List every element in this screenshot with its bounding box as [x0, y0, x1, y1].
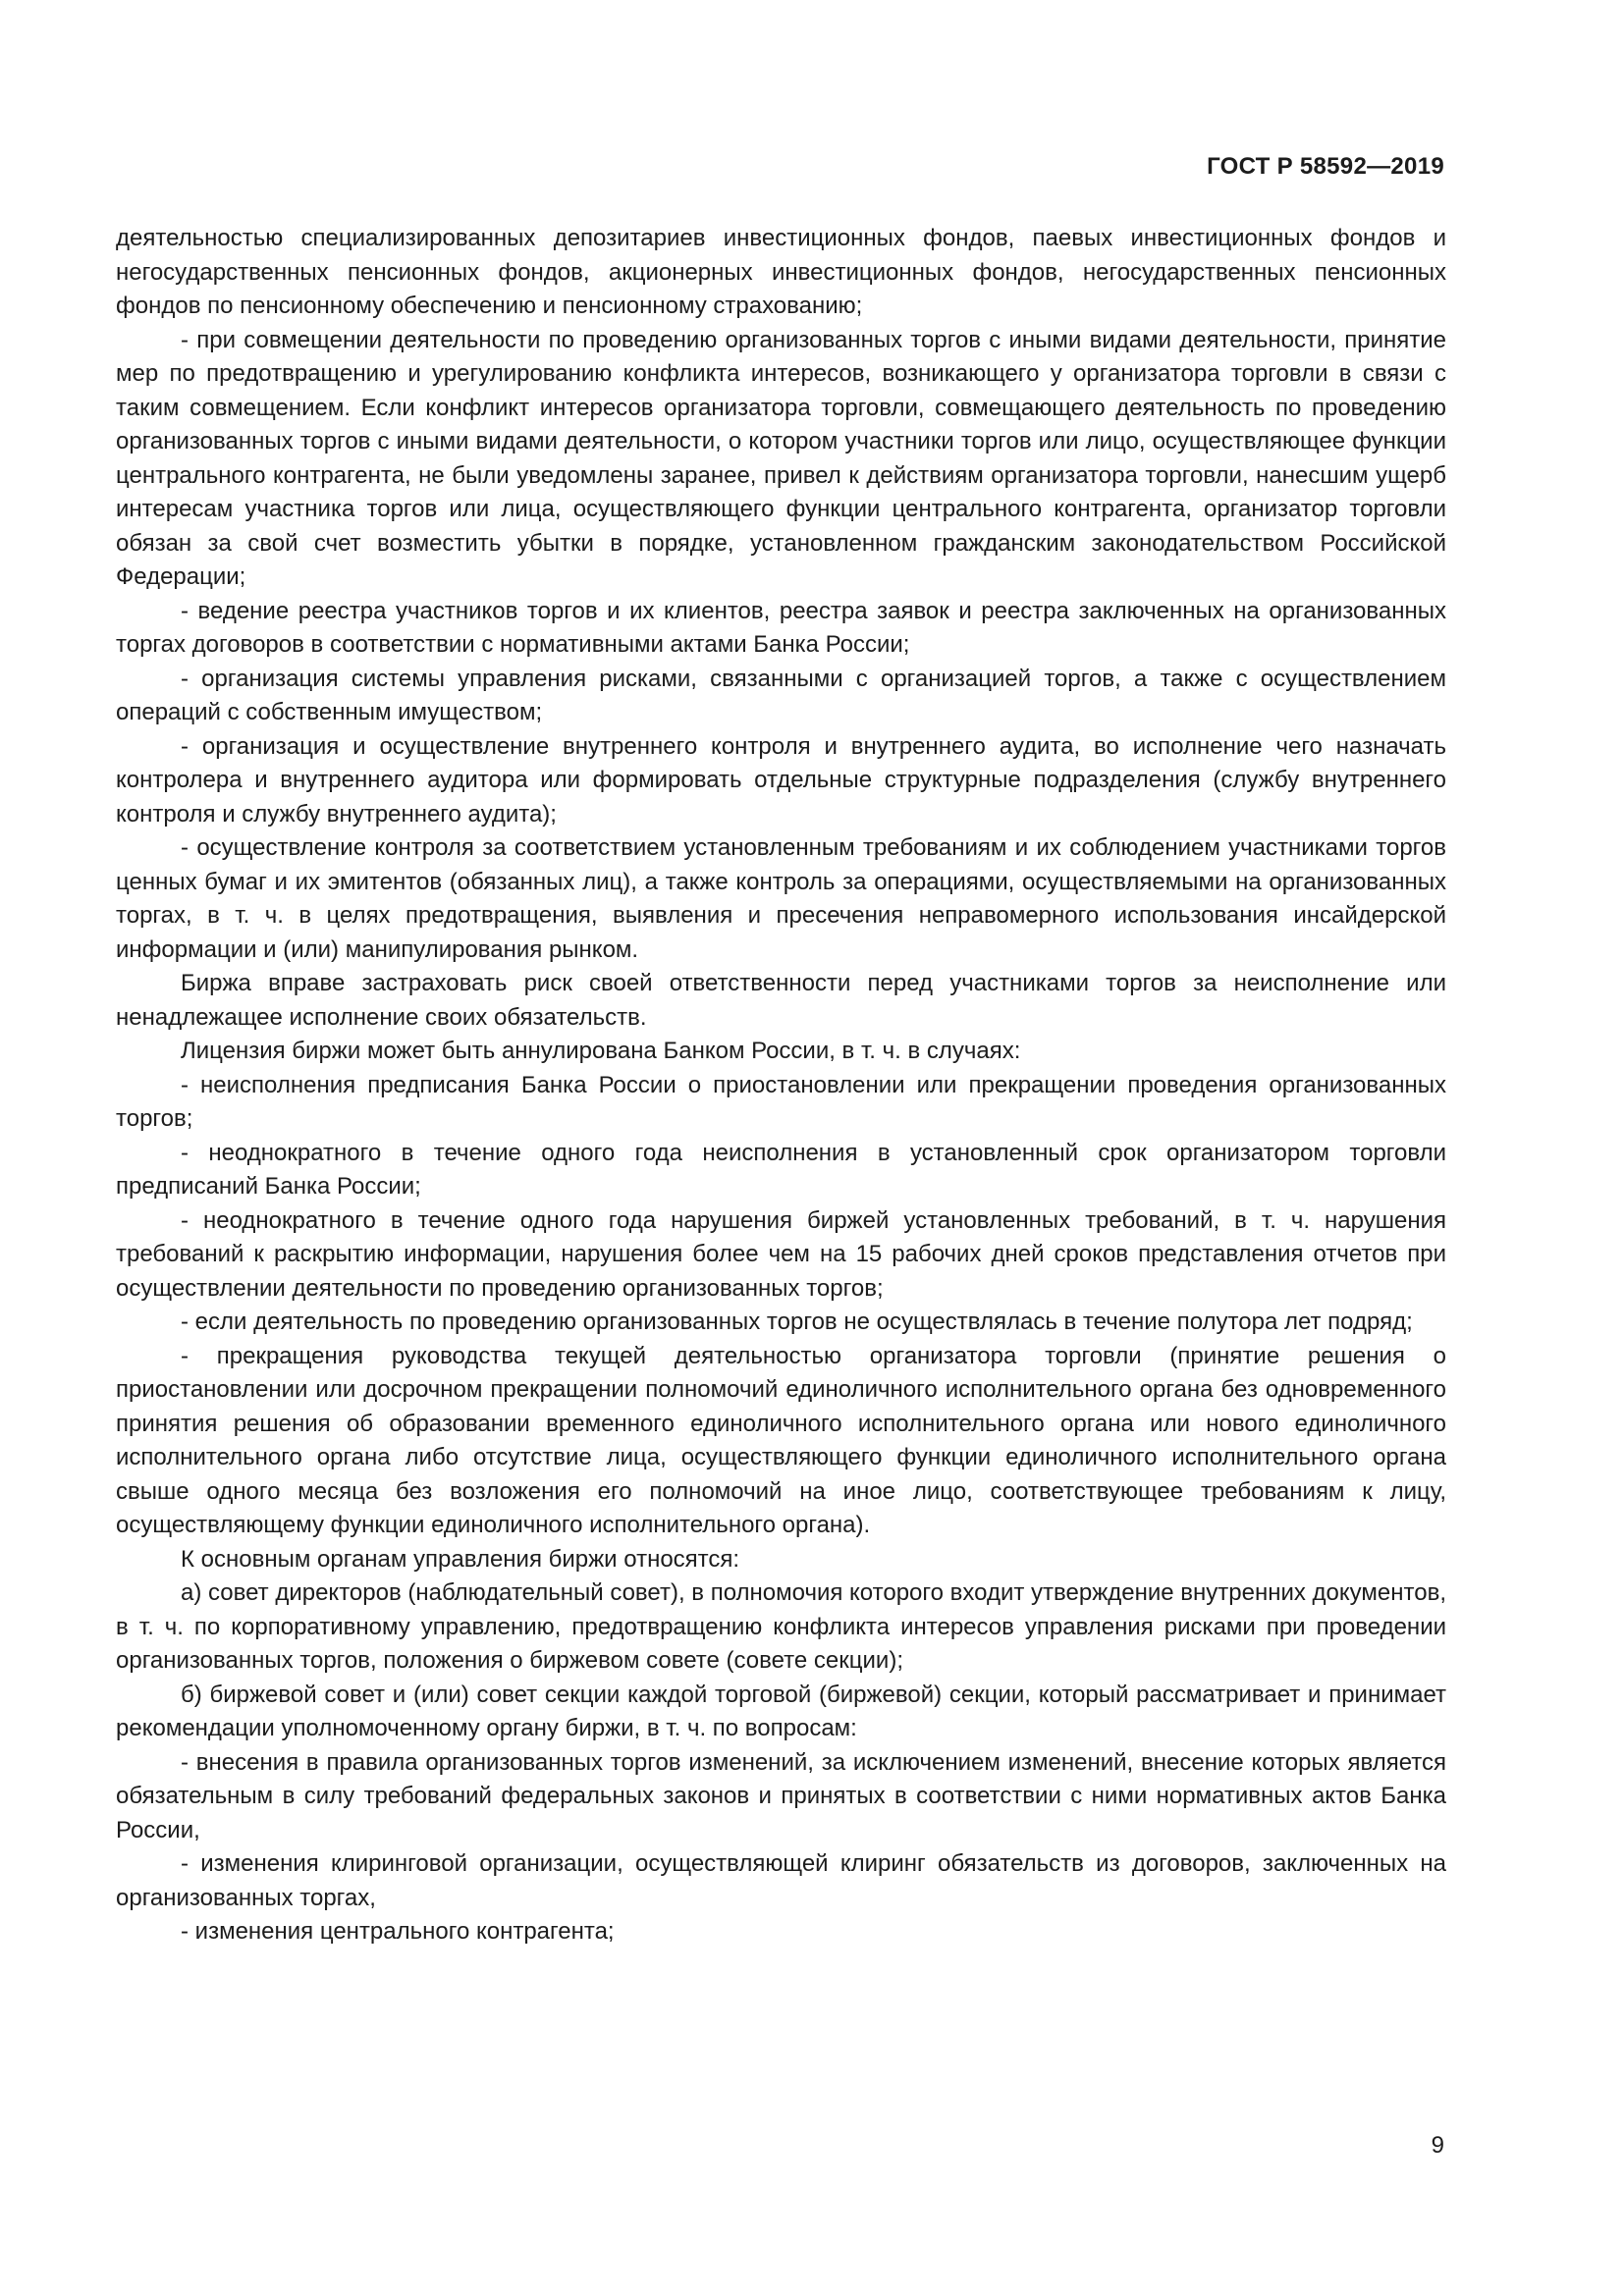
paragraph: а) совет директоров (наблюдательный совет), в полномочия которого входит утверждение внутренних документов, в т. ч. по корпоративному управлению, предотвращению конфликта интересов управления рисками при проведении организованных торгов, положения о биржевом совете (совете секции);: [116, 1579, 1446, 1674]
paragraph: - если деятельность по проведению организованных торгов не осуществлялась в течение полутора лет подряд;: [181, 1308, 1413, 1335]
paragraph: - неисполнения предписания Банка России о приостановлении или прекращении проведения организованных торгов;: [116, 1071, 1446, 1132]
paragraph: - неоднократного в течение одного года неисполнения в установленный срок организатором торговли предписаний Банка России;: [116, 1139, 1446, 1200]
paragraph: - неоднократного в течение одного года нарушения биржей установленных требований, в т. ч. нарушения требований к раскрытию информации, нарушения более чем на 15 рабочих дней сроков представления отчетов при осуществлении деятельности по проведению организованных торгов;: [116, 1206, 1446, 1302]
paragraph: - ведение реестра участников торгов и их клиентов, реестра заявок и реестра заключенных на организованных торгах договоров в соответствии с нормативными актами Банка России;: [116, 597, 1446, 658]
paragraph: Биржа вправе застраховать риск своей ответственности перед участниками торгов за неисполнение или ненадлежащее исполнение своих обязательств.: [116, 970, 1446, 1031]
paragraph: Лицензия биржи может быть аннулирована Банком России, в т. ч. в случаях:: [181, 1038, 1021, 1064]
paragraph: - осуществление контроля за соответствием установленным требованиям и их соблюдением участниками торгов ценных бумаг и их эмитентов (обязанных лиц), а также контроль за операциями, осуществляемыми на организованных торгах, в т. ч. в целях предотвращения, выявления и пресечения неправомерного использования инсайдерской информации и (или) манипулирования рынком.: [116, 834, 1446, 963]
paragraph: - прекращения руководства текущей деятельностью организатора торговли (принятие решения о приостановлении или досрочном прекращении полномочий единоличного исполнительного органа без одновременного принятия решения об образовании временного единоличного исполнительного органа или нового единоличного исполнительного органа либо отсутствие лица, осуществляющего функции единоличного исполнительного органа свыше одного месяца без возложения его полномочий на иное лицо, соответствующее требованиям к лицу, осуществляющему функции единоличного исполнительного органа).: [116, 1342, 1446, 1538]
paragraph: К основным органам управления биржи относятся:: [181, 1545, 740, 1573]
paragraph: - изменения центрального контрагента;: [181, 1918, 615, 1945]
standard-code: ГОСТ Р 58592—2019: [1207, 153, 1444, 180]
paragraph: - внесения в правила организованных торгов изменений, за исключением изменений, внесение которых является обязательным в силу требований федеральных законов и принятых в соответствии с ними нормативных актов Банка России,: [116, 1748, 1446, 1843]
paragraph: - при совмещении деятельности по проведению организованных торгов с иными видами деятельности, принятие мер по предотвращению и урегулированию конфликта интересов, возникающего у организатора торговли в связи с таким совмещением. Если конфликт интересов организатора торговли, совмещающего деятельность по проведению организованных торгов с иными видами деятельности, о котором участники торгов или лицо, осуществляющее функции центрального контрагента, не были уведомлены заранее, привел к действиям организатора торговли, нанесшим ущерб интересам участника торгов или лица, осуществляющего функции центрального контрагента, организатор торговли обязан за свой счет возместить убытки в порядке, установленном гражданским законодательством Российской Федерации;: [116, 326, 1446, 590]
page-number: 9: [1431, 2132, 1444, 2159]
paragraph: б) биржевой совет и (или) совет секции каждой торговой (биржевой) секции, который рассматривает и принимает рекомендации уполномоченному органу биржи, в т. ч. по вопросам:: [116, 1681, 1446, 1741]
paragraph: - изменения клиринговой организации, осуществляющей клиринг обязательств из договоров, заключенных на организованных торгах,: [116, 1850, 1446, 1911]
document-header: [1207, 153, 1444, 181]
paragraph: - организация и осуществление внутреннего контроля и внутреннего аудита, во исполнение чего назначать контролера и внутреннего аудитора или формировать отдельные структурные подразделения (службу внутреннего контроля и службу внутреннего аудита);: [116, 732, 1446, 828]
document-body: [116, 222, 1446, 1949]
paragraph: деятельностью специализированных депозитариев инвестиционных фондов, паевых инвестиционных фондов и негосударственных пенсионных фондов, акционерных инвестиционных фондов, негосударственных пенсионных фондов по пенсионному обеспечению и пенсионному страхованию;: [116, 225, 1446, 319]
paragraph: - организация системы управления рисками, связанными с организацией торгов, а также с осуществлением операций с собственным имуществом;: [116, 665, 1446, 725]
